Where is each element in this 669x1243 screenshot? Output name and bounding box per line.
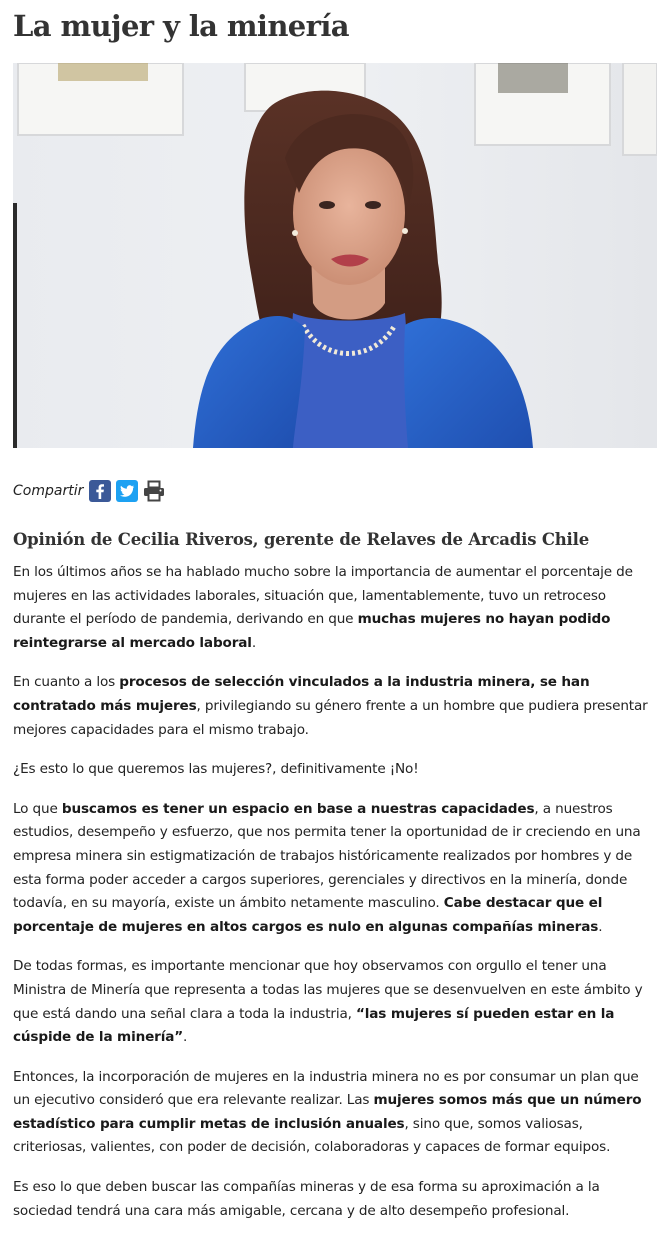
text-run: De todas formas, es importante mencionar que hoy observamos con orgullo el tener una Ministra de Minería que representa a todas las mujeres que se desenvuelven en este ámbito y que está dando una señal clara a toda la industria, xyxy=(13,958,643,1022)
twitter-icon[interactable] xyxy=(116,480,138,502)
share-label: Compartir xyxy=(13,483,84,499)
text-run: , privilegiando su género frente a un hombre que pudiera presentar mejores capacidades para el mismo trabajo. xyxy=(13,697,648,738)
text-run: . xyxy=(183,1029,188,1046)
text-run: . xyxy=(251,634,256,651)
text-run: , sino que, somos valiosas, criteriosas, valientes, con poder de decisión, colaboradoras y capaces de formar equipos. xyxy=(13,1115,611,1156)
text-run: Es eso lo que deben buscar las compañías mineras y de esa forma su aproximación a la sociedad tendrá una cara más amigable, cercana y de alto desempeño profesional. xyxy=(13,1179,600,1219)
paragraph xyxy=(13,1066,657,1160)
text-run: Lo que xyxy=(13,800,62,817)
bold-text: “las mujeres sí pueden estar en la cúspide de la minería” xyxy=(13,1005,615,1046)
paragraph xyxy=(13,798,657,940)
text-run: En cuanto a los xyxy=(13,674,120,691)
paragraph xyxy=(13,955,657,1049)
bold-text: mujeres somos más que un número estadístico para cumplir metas de inclusión anuales xyxy=(13,1092,642,1132)
paragraph xyxy=(13,561,657,655)
text-run: Entonces, la incorporación de mujeres en la industria minera no es por consumar un plan que un ejecutivo consideró que era relevante realizar. Las xyxy=(13,1068,639,1109)
paragraph xyxy=(13,1176,657,1223)
printer-icon[interactable] xyxy=(143,480,165,502)
article-title: La mujer y la minería xyxy=(13,9,349,43)
article xyxy=(13,0,657,1239)
text-run: , a nuestros estudios, desempeño y esfuerzo, que nos permita tener la oportunidad de ir creciendo en una empresa minera sin estigmatización de trabajos históricamente realizados por hombres y de esta forma poder acceder a cargos superiores, gerenciales y directivos en la minería, donde todavía, en su mayoría, existe un ámbito netamente masculino. xyxy=(13,800,641,912)
paragraph xyxy=(13,671,657,742)
article-photo xyxy=(13,63,657,448)
facebook-icon[interactable] xyxy=(89,480,111,502)
paragraph xyxy=(13,758,657,782)
bold-text: Cabe destacar que el porcentaje de mujeres en altos cargos es nulo en algunas compañías mineras xyxy=(13,895,603,935)
bold-text: buscamos es tener un espacio en base a nuestras capacidades xyxy=(61,800,535,817)
text-run: ¿Es esto lo que queremos las mujeres?, definitivamente ¡No! xyxy=(13,761,419,778)
bold-text: muchas mujeres no hayan podido reintegrarse al mercado laboral xyxy=(13,611,611,651)
article-body xyxy=(13,561,657,1223)
text-run: En los últimos años se ha hablado mucho sobre la importancia de aumentar el porcentaje de mujeres en las actividades laborales, situación que, lamentablemente, tuvo un retroceso durante el período de pandemia, derivando en que xyxy=(13,564,633,628)
share-bar xyxy=(13,478,657,504)
article-subtitle: Opinión de Cecilia Riveros, gerente de Relaves de Arcadis Chile xyxy=(13,530,589,549)
text-run: . xyxy=(598,918,603,935)
bold-text: procesos de selección vinculados a la industria minera, se han contratado más mujeres xyxy=(13,674,590,714)
